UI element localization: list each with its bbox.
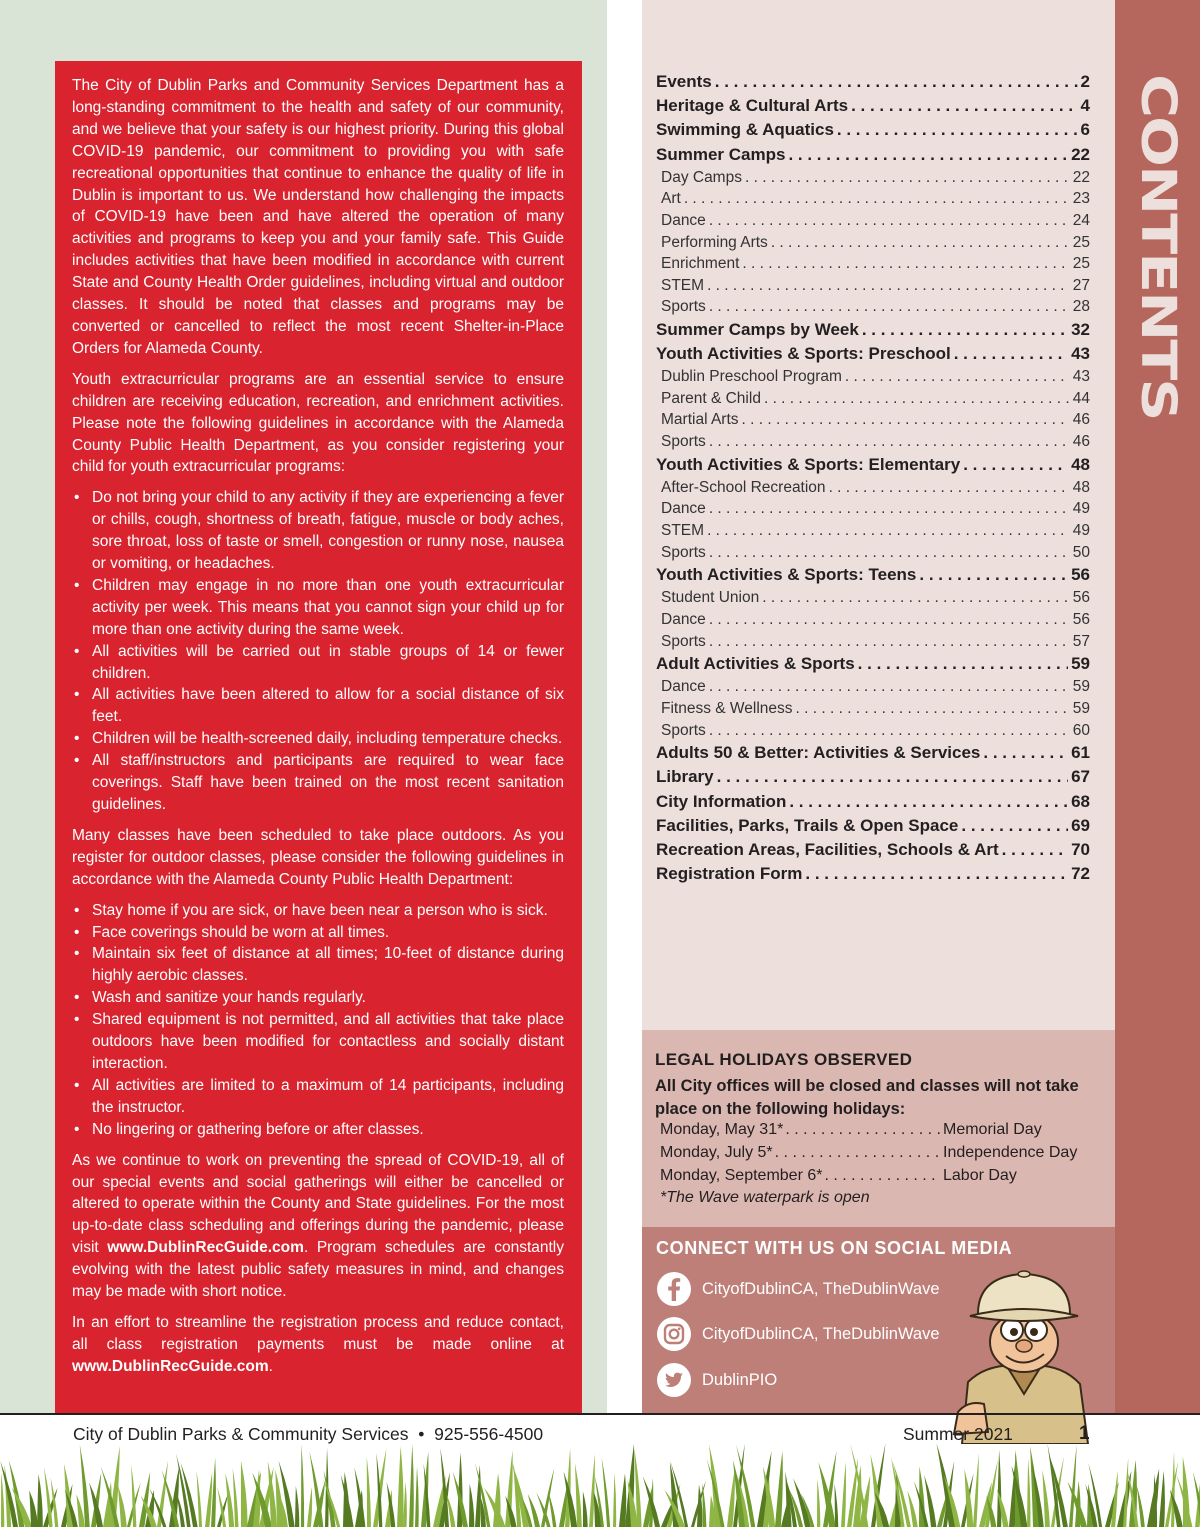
holidays-note: *The Wave waterpark is open [660, 1189, 870, 1206]
toc-label: Parent & Child [661, 389, 761, 407]
guideline-item: • Children may engage in no more than one youth extracurricular activity per week. This means that you cannot sign your child up for more than one activity during the same week. [72, 575, 564, 641]
facebook-icon [656, 1271, 692, 1307]
toc-page-number: 43 [1071, 344, 1090, 364]
instagram-icon [656, 1316, 692, 1352]
intro-paragraph-3: Many classes have been scheduled to take place outdoors. As you register for outdoor classes, please consider the following guidelines in accordance with the Alameda County Public Health Department: [72, 826, 564, 888]
holidays-title: LEGAL HOLIDAYS OBSERVED [655, 1050, 913, 1069]
grass-blade [1027, 1458, 1030, 1527]
toc-label: Heritage & Cultural Arts [656, 96, 849, 116]
holiday-name: Memorial Day [943, 1121, 1042, 1138]
toc-label: Events [656, 72, 712, 91]
toc-page-number: 57 [1072, 632, 1090, 650]
toc-page-number: 50 [1072, 543, 1090, 561]
toc-section [656, 342, 1090, 366]
grass-blade [841, 1462, 846, 1527]
twitter-link[interactable] [656, 1362, 777, 1398]
toc-section [656, 862, 1090, 886]
instagram-link[interactable] [656, 1316, 940, 1352]
toc-label: Art [661, 190, 681, 208]
toc-section [656, 563, 1090, 587]
toc-page-number: 49 [1072, 522, 1090, 540]
instagram-handles: CityofDublinCA, TheDublinWave [702, 1324, 940, 1343]
toc-label: Dublin Preschool Program [661, 368, 842, 386]
toc-section [656, 741, 1090, 765]
toc-label: Student Union [661, 589, 760, 607]
toc-page-number: 56 [1071, 565, 1090, 585]
toc-page-number: 22 [1071, 144, 1090, 164]
toc-section [656, 790, 1090, 814]
guideline-item: • All activities are limited to a maximum of 14 participants, including the instructor. [72, 1075, 564, 1119]
grass-blade [1069, 1445, 1077, 1527]
toc-label: Adults 50 & Better: Activities & Services [656, 743, 981, 763]
toc-subsection [656, 587, 1090, 609]
grass-blade [548, 1491, 557, 1527]
grass-blade [834, 1483, 838, 1527]
toc-label: Day Camps [661, 168, 742, 186]
social-title: CONNECT WITH US ON SOCIAL MEDIA [656, 1238, 1013, 1258]
toc-page-number: 49 [1072, 500, 1090, 518]
grass-blade [575, 1463, 582, 1527]
toc-label: Youth Activities & Sports: Teens [656, 565, 917, 585]
toc-subsection [656, 210, 1090, 232]
grass-blade [602, 1457, 611, 1527]
guideline-item: • Children will be health-screened daily, including temperature checks. [72, 728, 564, 750]
toc-label: Adult Activities & Sports [656, 654, 855, 674]
toc-subsection [656, 188, 1090, 210]
grass-blade [702, 1483, 706, 1527]
toc-page-number: 25 [1072, 233, 1090, 251]
grass-blade [295, 1486, 299, 1527]
guideline-item: • Maintain six feet of distance at all times; 10-feet of distance during highly aerobic classes. [72, 943, 564, 987]
toc-page-number: 70 [1071, 839, 1090, 859]
toc-label: After-School Recreation [661, 478, 826, 496]
toc-subsection [656, 676, 1090, 698]
grass-blade [205, 1472, 212, 1527]
grass-blade [233, 1468, 239, 1527]
grass-blade [1137, 1485, 1145, 1527]
toc-subsection [656, 631, 1090, 653]
grass-blade [415, 1466, 419, 1527]
footer-edition: Summer 2021 [903, 1424, 1013, 1444]
toc-page-number: 46 [1072, 411, 1090, 429]
toc-page-number: 43 [1072, 368, 1090, 386]
toc-label: Sports [661, 543, 706, 561]
toc-label: Facilities, Parks, Trails & Open Space [656, 815, 959, 835]
toc-page-number: 24 [1072, 211, 1090, 229]
toc-label: Dance [661, 678, 706, 696]
toc-section [656, 94, 1090, 118]
toc-page-number: 59 [1071, 654, 1090, 674]
toc-page-number: 60 [1072, 721, 1090, 739]
grass-blade [89, 1482, 103, 1527]
toc-label: Martial Arts [661, 411, 739, 429]
toc-label: Swimming & Aquatics [656, 120, 834, 140]
toc-section [656, 652, 1090, 676]
toc-label: Dance [661, 500, 706, 518]
grass-blade [196, 1471, 202, 1527]
grass-blade [619, 1473, 626, 1527]
grass-blade [307, 1487, 312, 1527]
grass-blade [1, 1473, 4, 1527]
footer-phone: 925-556-4500 [434, 1424, 544, 1444]
guideline-item: • Wash and sanitize your hands regularly. [72, 987, 564, 1009]
holiday-row [660, 1144, 1100, 1162]
toc-page-number: 28 [1072, 298, 1090, 316]
grass-blade [1171, 1451, 1175, 1527]
toc-label: Dance [661, 611, 706, 628]
holiday-name: Labor Day [943, 1167, 1017, 1184]
guideline-item: • All activities will be carried out in stable groups of 14 or fewer children. [72, 641, 564, 685]
holiday-date: Monday, September 6* [660, 1167, 823, 1184]
toc-subsection [656, 366, 1090, 388]
toc-page-number: 48 [1072, 478, 1090, 496]
footer-rule [0, 1413, 1200, 1415]
toc-subsection [656, 609, 1090, 631]
toc-label: Registration Form [656, 864, 803, 884]
toc-section [656, 765, 1090, 789]
guideline-item: • All activities have been altered to allow for a social distance of six feet. [72, 684, 564, 728]
toc-subsection [656, 296, 1090, 318]
toc-subsection [656, 167, 1090, 189]
facebook-handles: CityofDublinCA, TheDublinWave [702, 1279, 940, 1298]
toc-subsection [656, 253, 1090, 275]
grass-blade [613, 1473, 616, 1527]
toc-label: STEM [661, 522, 705, 540]
toc-page-number: 22 [1072, 168, 1090, 186]
toc-label: STEM [661, 276, 705, 294]
toc-label: City Information [656, 791, 787, 811]
grass-blade [727, 1469, 735, 1527]
grass-blade [1159, 1471, 1165, 1527]
toc-label: Summer Camps [656, 144, 786, 164]
grass-blade [37, 1474, 43, 1527]
toc-subsection [656, 409, 1090, 431]
grass-blade [469, 1484, 474, 1527]
toc-label: Library [656, 767, 714, 787]
contents-heading: CONTENTS [1130, 74, 1186, 420]
guideline-item: • No lingering or gathering before or after classes. [72, 1119, 564, 1141]
grass-blade [1123, 1458, 1128, 1527]
holiday-row [660, 1121, 1100, 1139]
toc-subsection [656, 698, 1090, 720]
toc-label: Youth Activities & Sports: Elementary [656, 454, 961, 474]
toc-subsection [656, 275, 1090, 297]
guideline-item: • Do not bring your child to any activity if they are experiencing a fever or chills, cough, shortness of breath, fatigue, muscle or body aches, sore throat, loss of taste or smell, congestion or runny nose, nausea or vomiting, or headaches. [72, 487, 564, 575]
toc-page-number: 27 [1072, 276, 1090, 294]
grass-blade [1042, 1470, 1050, 1527]
grass-blade [1147, 1469, 1159, 1527]
toc-page-number: 72 [1071, 864, 1090, 884]
holiday-date: Monday, July 5* [660, 1144, 773, 1161]
grass-blade [29, 1490, 37, 1527]
grass-blade [1111, 1471, 1118, 1527]
toc-section [656, 838, 1090, 862]
footer-organization: City of Dublin Parks & Community Services • 925-556-4500 [73, 1424, 544, 1444]
recguide-link-2[interactable]: www.DublinRecGuide.com [72, 1357, 269, 1375]
toc-label: Fitness & Wellness [661, 699, 793, 717]
toc-subsection [656, 498, 1090, 520]
outdoor-guidelines-list [72, 900, 564, 1141]
toc-label: Performing Arts [661, 233, 768, 251]
grass-blade [583, 1491, 588, 1527]
toc-page-number: 25 [1072, 255, 1090, 273]
explorer-mascot-illustration [948, 1262, 1100, 1444]
toc-page-number: 69 [1071, 815, 1090, 835]
toc-label: Youth Activities & Sports: Preschool [656, 344, 951, 364]
holiday-row [660, 1167, 1100, 1185]
grass-decoration [0, 1440, 1200, 1527]
toc-label: Enrichment [661, 255, 740, 273]
intro-paragraph-1: The City of Dublin Parks and Community Services Department has a long-standing commitment to the health and safety of our community, and we believe that your safety is our highest priority. During this global COVID-19 pandemic, our commitment to providing you with safe recreational opportunities that continue to enhance the quality of life in Dublin is important to us. We understand how challenging the impacts of COVID-19 have been and have altered the operation of many activities and programs to keep you and your family safe. This Guide includes activities that have been modified in accordance with current State and County Health Order guidelines, including virtual and outdoor classes. It should be noted that classes and programs may be converted or cancelled to reflect the most recent Shelter-in-Place Orders for Alameda County. [72, 77, 564, 357]
recguide-link[interactable]: www.DublinRecGuide.com [107, 1239, 304, 1257]
twitter-handle: DublinPIO [702, 1370, 778, 1389]
grass-blade [589, 1454, 595, 1527]
toc-label: Sports [661, 721, 706, 739]
toc-section [656, 118, 1090, 142]
grass-blade [409, 1444, 414, 1527]
toc-page-number: 46 [1072, 433, 1090, 451]
guideline-item: • Stay home if you are sick, or have been near a person who is sick. [72, 900, 564, 922]
youth-guidelines-list [72, 487, 564, 816]
twitter-icon [656, 1362, 692, 1398]
intro-paragraph-2: Youth extracurricular programs are an essential service to ensure children are receiving education, recreation, and enrichment activities. Please note the following guidelines in accordance with the Alameda County Public Health Department, as you consider registering your child for youth extracurricular programs: [72, 370, 564, 476]
toc-subsection [656, 232, 1090, 254]
holidays-subtitle: All City offices will be closed and classes will not take place on the following holidays: [655, 1077, 1079, 1118]
toc-section [656, 814, 1090, 838]
intro-paragraph-5: In an effort to streamline the registration process and reduce contact, all class registration payments must be made online at www.DublinRecGuide.com. [72, 1313, 564, 1375]
grass-blade [973, 1453, 979, 1527]
table-of-contents [656, 70, 1090, 886]
holiday-date: Monday, May 31* [660, 1121, 784, 1138]
page-number: 1 [1079, 1423, 1090, 1444]
grass-blade [9, 1460, 25, 1527]
toc-label: Sports [661, 298, 706, 316]
toc-section [656, 453, 1090, 477]
toc-page-number: 56 [1072, 589, 1090, 607]
toc-section [656, 143, 1090, 167]
toc-page-number: 56 [1072, 611, 1090, 628]
toc-section [656, 318, 1090, 342]
toc-subsection [656, 388, 1090, 410]
grass-blade [118, 1485, 127, 1527]
guideline-item: • Shared equipment is not permitted, and all activities that take place outdoors have been modified for contactless and socially distant interaction. [72, 1009, 564, 1075]
grass-blade [403, 1482, 407, 1527]
toc-page-number: 48 [1071, 454, 1090, 474]
toc-subsection [656, 720, 1090, 742]
covid-info-panel [55, 61, 582, 1413]
grass-blade [241, 1461, 248, 1527]
toc-page-number: 59 [1072, 678, 1090, 696]
toc-label: Summer Camps by Week [656, 319, 859, 339]
toc-page-number: 61 [1071, 743, 1090, 763]
toc-subsection [656, 520, 1090, 542]
toc-page-number: 68 [1071, 791, 1090, 811]
toc-label: Dance [661, 211, 706, 229]
toc-page-number: 67 [1071, 767, 1090, 787]
toc-subsection [656, 477, 1090, 499]
toc-subsection [656, 542, 1090, 564]
toc-page-number: 4 [1080, 96, 1090, 116]
grass-blade [367, 1457, 371, 1527]
grass-blade [775, 1451, 783, 1527]
toc-subsection [656, 431, 1090, 453]
toc-page-number: 44 [1072, 389, 1090, 407]
toc-label: Sports [661, 433, 706, 451]
toc-page-number: 59 [1072, 699, 1090, 717]
grass-blade [817, 1479, 820, 1527]
toc-label: Sports [661, 632, 706, 650]
toc-page-number: 32 [1071, 319, 1090, 339]
holiday-name: Independence Day [943, 1144, 1078, 1161]
guideline-item: • All staff/instructors and participants are required to wear face coverings. Staff have been trained on the most recent sanitation guidelines. [72, 750, 564, 816]
toc-page-number: 6 [1080, 120, 1090, 140]
grass-blade [397, 1446, 404, 1527]
grass-blade [301, 1444, 304, 1527]
toc-label: Recreation Areas, Facilities, Schools & Art [656, 839, 999, 859]
intro-paragraph-4: As we continue to work on preventing the spread of COVID-19, all of our special events and social gatherings will either be cancelled or altered to operate within the County and State guidelines. For the most up-to-date class scheduling and offerings during the pandemic, please visit www.DublinRecGuide.com. Program schedules are constantly evolving with the latest public safety measures in mind, and changes may be made with short notice. [72, 1151, 565, 1301]
toc-page-number: 2 [1080, 72, 1090, 91]
guideline-item: • Face coverings should be worn at all times. [72, 922, 564, 944]
toc-section [656, 70, 1090, 94]
facebook-link[interactable] [656, 1271, 940, 1307]
toc-page-number: 23 [1072, 190, 1090, 208]
